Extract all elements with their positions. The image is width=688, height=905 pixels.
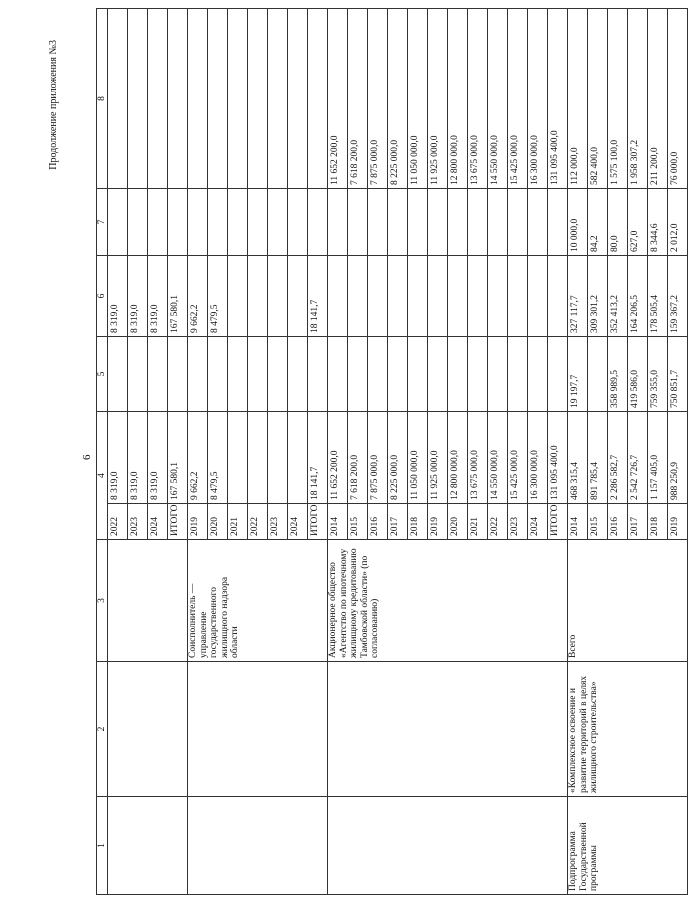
total-cell: 891 785,4 (588, 412, 608, 504)
year-cell: ИТОГО (168, 504, 188, 540)
program-name-cell (328, 662, 568, 797)
federal-cell (328, 337, 348, 412)
federal-cell (288, 337, 308, 412)
column-header: 6 (97, 256, 108, 337)
year-cell: 2024 (528, 504, 548, 540)
year-cell: 2016 (608, 504, 628, 540)
extrabudget-cell: 131 095 400,0 (548, 9, 568, 189)
local-cell (408, 189, 428, 256)
extrabudget-cell (188, 9, 208, 189)
regional-cell: 8 319,0 (148, 256, 168, 337)
local-cell (388, 189, 408, 256)
column-header: 2 (97, 662, 108, 797)
extrabudget-cell: 14 550 000,0 (488, 9, 508, 189)
federal-cell (528, 337, 548, 412)
total-cell: 7 618 200,0 (348, 412, 368, 504)
year-cell: 2018 (408, 504, 428, 540)
total-cell: 11 050 000,0 (408, 412, 428, 504)
regional-cell (328, 256, 348, 337)
regional-cell: 159 367,2 (668, 256, 688, 337)
local-cell (188, 189, 208, 256)
extrabudget-cell: 7 618 200,0 (348, 9, 368, 189)
year-cell: 2015 (348, 504, 368, 540)
extrabudget-cell (308, 9, 328, 189)
local-cell: 8 344,6 (648, 189, 668, 256)
regional-cell: 327 117,7 (568, 256, 588, 337)
year-cell: ИТОГО (548, 504, 568, 540)
table-row (108, 9, 128, 895)
program-name-cell: «Комплексное освоение и развитие территорий в целях жилищного строительства» (568, 662, 688, 797)
extrabudget-cell: 7 875 000,0 (368, 9, 388, 189)
regional-cell: 8 319,0 (128, 256, 148, 337)
extrabudget-cell (228, 9, 248, 189)
federal-cell (408, 337, 428, 412)
table-body (108, 9, 688, 895)
local-cell: 627,0 (628, 189, 648, 256)
regional-cell: 9 662,2 (188, 256, 208, 337)
extrabudget-cell: 15 425 000,0 (508, 9, 528, 189)
year-cell: 2014 (328, 504, 348, 540)
regional-cell (488, 256, 508, 337)
total-cell: 7 875 000,0 (368, 412, 388, 504)
local-cell (148, 189, 168, 256)
program-type-cell: Подпрограмма Государственной программы (568, 797, 688, 895)
federal-cell (308, 337, 328, 412)
local-cell (308, 189, 328, 256)
financing-table (96, 8, 688, 895)
total-cell: 15 425 000,0 (508, 412, 528, 504)
column-header: 4 (97, 412, 108, 540)
local-cell (448, 189, 468, 256)
extrabudget-cell: 582 400,0 (588, 9, 608, 189)
regional-cell (228, 256, 248, 337)
federal-cell (248, 337, 268, 412)
extrabudget-cell: 11 050 000,0 (408, 9, 428, 189)
federal-cell (428, 337, 448, 412)
total-cell: 2 542 726,7 (628, 412, 648, 504)
local-cell (328, 189, 348, 256)
federal-cell (468, 337, 488, 412)
extrabudget-cell (128, 9, 148, 189)
program-name-cell (188, 662, 328, 797)
total-cell: 9 662,2 (188, 412, 208, 504)
regional-cell: 167 580,1 (168, 256, 188, 337)
regional-cell (448, 256, 468, 337)
total-cell: 167 580,1 (168, 412, 188, 504)
federal-cell: 19 197,7 (568, 337, 588, 412)
table-row (568, 9, 588, 895)
year-cell: 2021 (468, 504, 488, 540)
total-cell: 16 300 000,0 (528, 412, 548, 504)
local-cell (108, 189, 128, 256)
regional-cell (468, 256, 488, 337)
extrabudget-cell: 8 225 000,0 (388, 9, 408, 189)
local-cell (468, 189, 488, 256)
total-cell: 8 319,0 (108, 412, 128, 504)
year-cell: 2022 (248, 504, 268, 540)
local-cell (348, 189, 368, 256)
local-cell (168, 189, 188, 256)
year-cell: 2020 (448, 504, 468, 540)
regional-cell (248, 256, 268, 337)
extrabudget-cell: 11 925 000,0 (428, 9, 448, 189)
total-cell (268, 412, 288, 504)
federal-cell (188, 337, 208, 412)
total-cell: 8 225 000,0 (388, 412, 408, 504)
local-cell (268, 189, 288, 256)
federal-cell: 759 355,0 (648, 337, 668, 412)
column-header: 3 (97, 540, 108, 662)
column-number-row (97, 9, 108, 895)
year-cell: 2023 (508, 504, 528, 540)
year-cell: 2019 (668, 504, 688, 540)
local-cell (508, 189, 528, 256)
extrabudget-cell: 1 575 100,0 (608, 9, 628, 189)
federal-cell: 358 989,5 (608, 337, 628, 412)
regional-cell: 8 319,0 (108, 256, 128, 337)
extrabudget-cell: 13 675 000,0 (468, 9, 488, 189)
total-cell: 2 286 582,7 (608, 412, 628, 504)
year-cell: 2014 (568, 504, 588, 540)
executor-cell: Всего (568, 540, 688, 662)
year-cell: 2021 (228, 504, 248, 540)
regional-cell (428, 256, 448, 337)
local-cell: 84,2 (588, 189, 608, 256)
extrabudget-cell (208, 9, 228, 189)
year-cell: 2018 (648, 504, 668, 540)
year-cell: ИТОГО (308, 504, 328, 540)
local-cell: 80,0 (608, 189, 628, 256)
year-cell: 2015 (588, 504, 608, 540)
regional-cell (528, 256, 548, 337)
local-cell (288, 189, 308, 256)
year-cell: 2017 (628, 504, 648, 540)
column-header: 1 (97, 797, 108, 895)
federal-cell (368, 337, 388, 412)
program-type-cell (328, 797, 568, 895)
total-cell (228, 412, 248, 504)
local-cell (488, 189, 508, 256)
extrabudget-cell (268, 9, 288, 189)
local-cell (128, 189, 148, 256)
total-cell: 8 479,5 (208, 412, 228, 504)
regional-cell: 8 479,5 (208, 256, 228, 337)
table-row (188, 9, 208, 895)
total-cell: 12 800 000,0 (448, 412, 468, 504)
federal-cell (208, 337, 228, 412)
federal-cell: 750 851,7 (668, 337, 688, 412)
year-cell: 2022 (488, 504, 508, 540)
program-name-cell (108, 662, 188, 797)
local-cell (528, 189, 548, 256)
total-cell: 8 319,0 (148, 412, 168, 504)
program-type-cell (188, 797, 328, 895)
executor-cell: Соисполнитель — управление государственного жилищного надзора области (188, 540, 328, 662)
federal-cell (108, 337, 128, 412)
extrabudget-cell: 76 000,0 (668, 9, 688, 189)
total-cell (248, 412, 268, 504)
extrabudget-cell: 1 958 307,2 (628, 9, 648, 189)
table-row (328, 9, 348, 895)
extrabudget-cell (108, 9, 128, 189)
extrabudget-cell (288, 9, 308, 189)
federal-cell: 419 586,0 (628, 337, 648, 412)
year-cell: 2016 (368, 504, 388, 540)
regional-cell: 178 505,4 (648, 256, 668, 337)
regional-cell (348, 256, 368, 337)
year-cell: 2024 (148, 504, 168, 540)
local-cell: 2 012,0 (668, 189, 688, 256)
federal-cell (548, 337, 568, 412)
extrabudget-cell: 12 800 000,0 (448, 9, 468, 189)
regional-cell: 18 141,7 (308, 256, 328, 337)
appendix-note: Продолжение приложения №3 (48, 40, 59, 170)
federal-cell (228, 337, 248, 412)
total-cell: 1 157 405,0 (648, 412, 668, 504)
federal-cell (388, 337, 408, 412)
column-header: 7 (97, 189, 108, 256)
extrabudget-cell (168, 9, 188, 189)
regional-cell (408, 256, 428, 337)
column-header: 5 (97, 337, 108, 412)
executor-cell: Акционерное общество «Агентство по ипотечному жилищному кредитованию Тамбовской области» (по согласованию) (328, 540, 568, 662)
local-cell (428, 189, 448, 256)
local-cell: 10 000,0 (568, 189, 588, 256)
regional-cell (548, 256, 568, 337)
total-cell: 11 925 000,0 (428, 412, 448, 504)
extrabudget-cell (148, 9, 168, 189)
regional-cell (508, 256, 528, 337)
extrabudget-cell: 11 652 200,0 (328, 9, 348, 189)
regional-cell (388, 256, 408, 337)
extrabudget-cell: 16 300 000,0 (528, 9, 548, 189)
extrabudget-cell: 211 200,0 (648, 9, 668, 189)
regional-cell (368, 256, 388, 337)
year-cell: 2017 (388, 504, 408, 540)
total-cell: 13 675 000,0 (468, 412, 488, 504)
executor-cell (108, 540, 188, 662)
total-cell: 468 315,4 (568, 412, 588, 504)
regional-cell (288, 256, 308, 337)
total-cell (288, 412, 308, 504)
total-cell: 131 095 400,0 (548, 412, 568, 504)
total-cell: 988 250,9 (668, 412, 688, 504)
program-type-cell (108, 797, 188, 895)
local-cell (228, 189, 248, 256)
total-cell: 18 141,7 (308, 412, 328, 504)
federal-cell (508, 337, 528, 412)
year-cell: 2019 (428, 504, 448, 540)
year-cell: 2020 (208, 504, 228, 540)
federal-cell (348, 337, 368, 412)
regional-cell: 352 413,2 (608, 256, 628, 337)
page-number: 6 (81, 454, 93, 460)
federal-cell (168, 337, 188, 412)
local-cell (208, 189, 228, 256)
year-cell: 2023 (128, 504, 148, 540)
regional-cell: 309 301,2 (588, 256, 608, 337)
federal-cell (588, 337, 608, 412)
local-cell (548, 189, 568, 256)
federal-cell (488, 337, 508, 412)
total-cell: 14 550 000,0 (488, 412, 508, 504)
year-cell: 2019 (188, 504, 208, 540)
federal-cell (268, 337, 288, 412)
federal-cell (148, 337, 168, 412)
local-cell (368, 189, 388, 256)
local-cell (248, 189, 268, 256)
extrabudget-cell: 112 000,0 (568, 9, 588, 189)
federal-cell (128, 337, 148, 412)
total-cell: 8 319,0 (128, 412, 148, 504)
year-cell: 2022 (108, 504, 128, 540)
federal-cell (448, 337, 468, 412)
regional-cell (268, 256, 288, 337)
year-cell: 2023 (268, 504, 288, 540)
extrabudget-cell (248, 9, 268, 189)
year-cell: 2024 (288, 504, 308, 540)
column-header: 8 (97, 9, 108, 189)
regional-cell: 164 206,5 (628, 256, 648, 337)
total-cell: 11 652 200,0 (328, 412, 348, 504)
